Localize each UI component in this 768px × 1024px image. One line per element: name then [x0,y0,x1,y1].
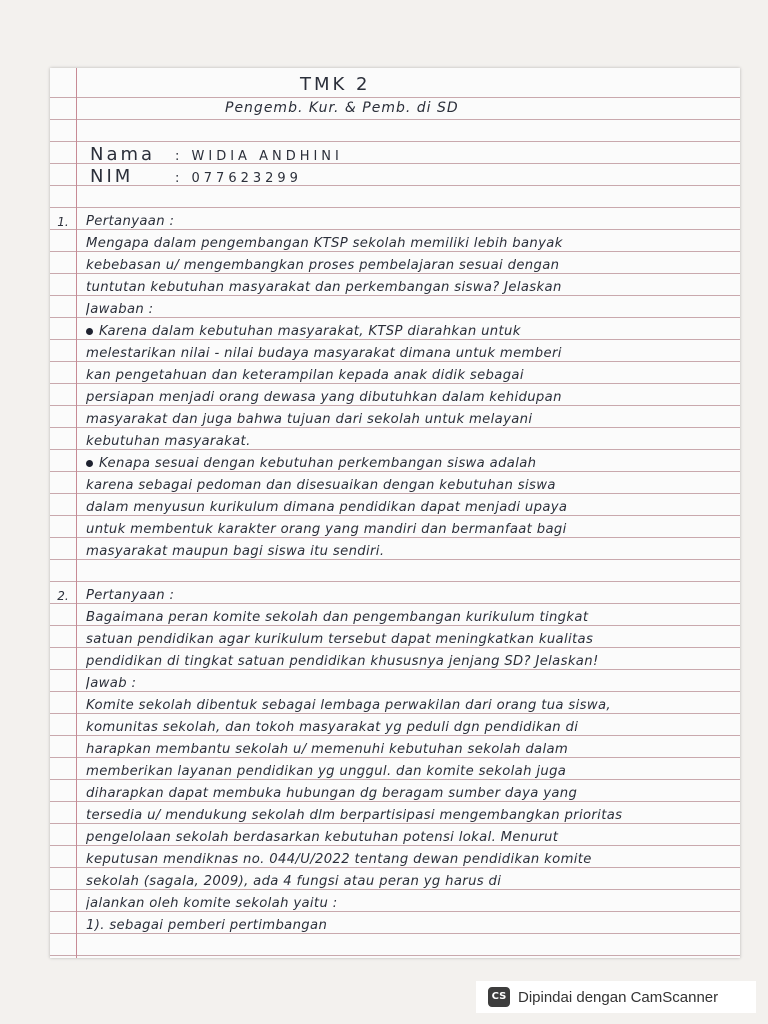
question-line: Bagaimana peran komite sekolah dan pengembangan kurikulum tingkat [86,610,589,625]
name-label: Nama [90,144,156,165]
answer-line: melestarikan nilai - nilai budaya masyarakat dimana untuk memberi [86,346,562,361]
margin-line [76,68,77,958]
answer-line: dalam menyusun kurikulum dimana pendidikan dapat menjadi upaya [86,500,568,515]
answer-line: komunitas sekolah, dan tokoh masyarakat yg peduli dgn pendidikan di [86,720,579,735]
question-number-1: 1. [57,215,69,229]
question-line: kebebasan u/ mengembangkan proses pembelajaran sesuai dengan [86,258,560,273]
answer-line: 1). sebagai pemberi pertimbangan [86,918,328,933]
answer-line: kebutuhan masyarakat. [86,434,251,449]
question-line: tuntutan kebutuhan masyarakat dan perkembangan siswa? Jelaskan [86,280,562,295]
bullet-icon [86,460,93,467]
question-label-1: Pertanyaan : [86,214,175,229]
answer-line: diharapkan dapat membuka hubungan dg beragam sumber daya yang [86,786,578,801]
question-line: satuan pendidikan agar kurikulum tersebut dapat meningkatkan kualitas [86,632,594,647]
answer-line: Karena dalam kebutuhan masyarakat, KTSP diarahkan untuk [86,322,732,344]
answer-line: Kenapa sesuai dengan kebutuhan perkembangan siswa adalah [86,454,732,476]
answer-line: karena sebagai pedoman dan disesuaikan dengan kebutuhan siswa [86,478,556,493]
answer-line: sekolah (sagala, 2009), ada 4 fungsi atau peran yg harus di [86,874,502,889]
answer-label-1: Jawaban : [86,302,154,317]
question-number-2: 2. [57,589,69,603]
answer-line: jalankan oleh komite sekolah yaitu : [86,896,338,911]
answer-line: persiapan menjadi orang dewasa yang dibutuhkan dalam kehidupan [86,390,562,405]
answer-line: masyarakat dan juga bahwa tujuan dari sekolah untuk melayani [86,412,533,427]
answer-label-2: Jawab : [86,676,137,691]
page-subtitle: Pengemb. Kur. & Pemb. di SD [225,100,459,116]
question-label-2: Pertanyaan : [86,588,175,603]
answer-line: pengelolaan sekolah berdasarkan kebutuhan potensi lokal. Menurut [86,830,559,845]
page-title: TMK 2 [300,74,371,95]
bullet-icon [86,328,93,335]
camscanner-logo-icon: CS [488,987,510,1007]
question-line: Mengapa dalam pengembangan KTSP sekolah memiliki lebih banyak [86,236,563,251]
answer-line: untuk membentuk karakter orang yang mandiri dan bermanfaat bagi [86,522,567,537]
question-line: pendidikan di tingkat satuan pendidikan khususnya jenjang SD? Jelaskan! [86,654,599,669]
answer-line: memberikan layanan pendidikan yg unggul. dan komite sekolah juga [86,764,567,779]
name-value: : WIDIA ANDHINI [175,149,343,164]
answer-line: harapkan membantu sekolah u/ memenuhi kebutuhan sekolah dalam [86,742,569,757]
answer-line: masyarakat maupun bagi siswa itu sendiri. [86,544,385,559]
answer-line: Komite sekolah dibentuk sebagai lembaga perwakilan dari orang tua siswa, [86,698,611,713]
answer-line: kan pengetahuan dan keterampilan kepada anak didik sebagai [86,368,524,383]
camscanner-watermark [476,981,756,1013]
answer-line: tersedia u/ mendukung sekolah dlm berpartisipasi mengembangkan prioritas [86,808,623,823]
nim-label: NIM [90,166,134,187]
answer-line: keputusan mendiknas no. 044/U/2022 tentang dewan pendidikan komite [86,852,592,867]
camscanner-text: Dipindai dengan CamScanner [518,988,719,1006]
nim-value: : 077623299 [175,171,302,186]
notebook-page [50,68,740,958]
